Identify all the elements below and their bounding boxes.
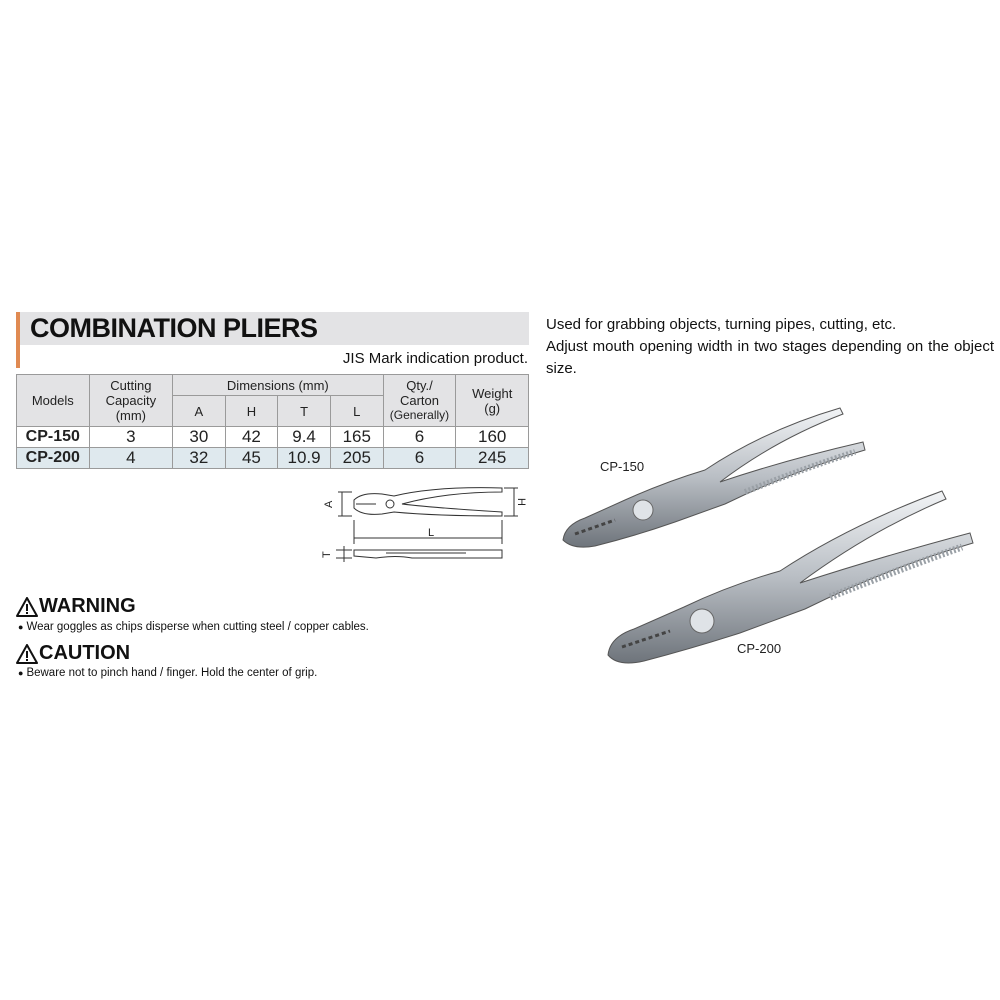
cell-model: CP-150: [17, 427, 90, 448]
table-row: [17, 448, 529, 469]
cell-a: 30: [173, 427, 226, 448]
cell-t: 9.4: [278, 427, 331, 448]
caution-title: CAUTION: [39, 642, 131, 664]
cell-cutting: 4: [89, 448, 173, 469]
cp-200-plier-image: [600, 485, 980, 675]
col-dimensions: Dimensions (mm): [173, 375, 383, 396]
jis-mark-note: JIS Mark indication product.: [342, 350, 528, 367]
cell-l: 205: [330, 448, 383, 469]
cell-cutting: 3: [89, 427, 173, 448]
col-models: Models: [17, 375, 90, 427]
col-qty-carton: Qty./ Carton (Generally): [383, 375, 456, 427]
title-bar: [16, 312, 529, 345]
col-cutting-capacity: Cutting Capacity (mm): [89, 375, 173, 427]
cell-h: 45: [225, 448, 278, 469]
warning-icon: [16, 597, 38, 617]
product-description: [546, 314, 994, 380]
cp-200-label: CP-200: [737, 641, 782, 656]
col-dim-l: L: [330, 396, 383, 427]
bullet-icon: ●: [18, 668, 24, 678]
cell-qty: 6: [383, 448, 456, 469]
cell-a: 32: [173, 448, 226, 469]
dimension-diagram: [316, 482, 536, 572]
dim-label-t: T: [321, 551, 333, 558]
cell-l: 165: [330, 427, 383, 448]
cell-qty: 6: [383, 427, 456, 448]
caution-text: ● Beware not to pinch hand / finger. Hold the center of grip.: [18, 667, 318, 679]
cell-model: CP-200: [17, 448, 90, 469]
bullet-icon: ●: [18, 622, 24, 632]
dim-label-a: A: [323, 500, 335, 508]
cell-h: 42: [225, 427, 278, 448]
col-dim-a: A: [173, 396, 226, 427]
warning-title: WARNING: [39, 595, 136, 617]
description-line-1: Used for grabbing objects, turning pipes, cutting, etc.: [546, 316, 897, 333]
spec-table: [16, 374, 529, 469]
col-dim-h: H: [225, 396, 278, 427]
dim-label-l: L: [428, 527, 435, 539]
warning-heading: [16, 595, 136, 618]
cell-weight: 245: [456, 448, 529, 469]
title-accent-bar: [16, 312, 20, 368]
caution-icon: [16, 644, 38, 664]
cell-weight: 160: [456, 427, 529, 448]
warning-text: ● Wear goggles as chips disperse when cutting steel / copper cables.: [18, 621, 369, 633]
caution-heading: [16, 642, 130, 665]
description-line-2: Adjust mouth opening width in two stages depending on the object size.: [546, 338, 994, 377]
dim-label-h: H: [515, 498, 527, 506]
table-row: [17, 427, 529, 448]
page-title: COMBINATION PLIERS: [30, 313, 318, 343]
cp-150-label: CP-150: [600, 459, 645, 474]
cell-t: 10.9: [278, 448, 331, 469]
col-weight: Weight (g): [456, 375, 529, 427]
col-dim-t: T: [278, 396, 331, 427]
